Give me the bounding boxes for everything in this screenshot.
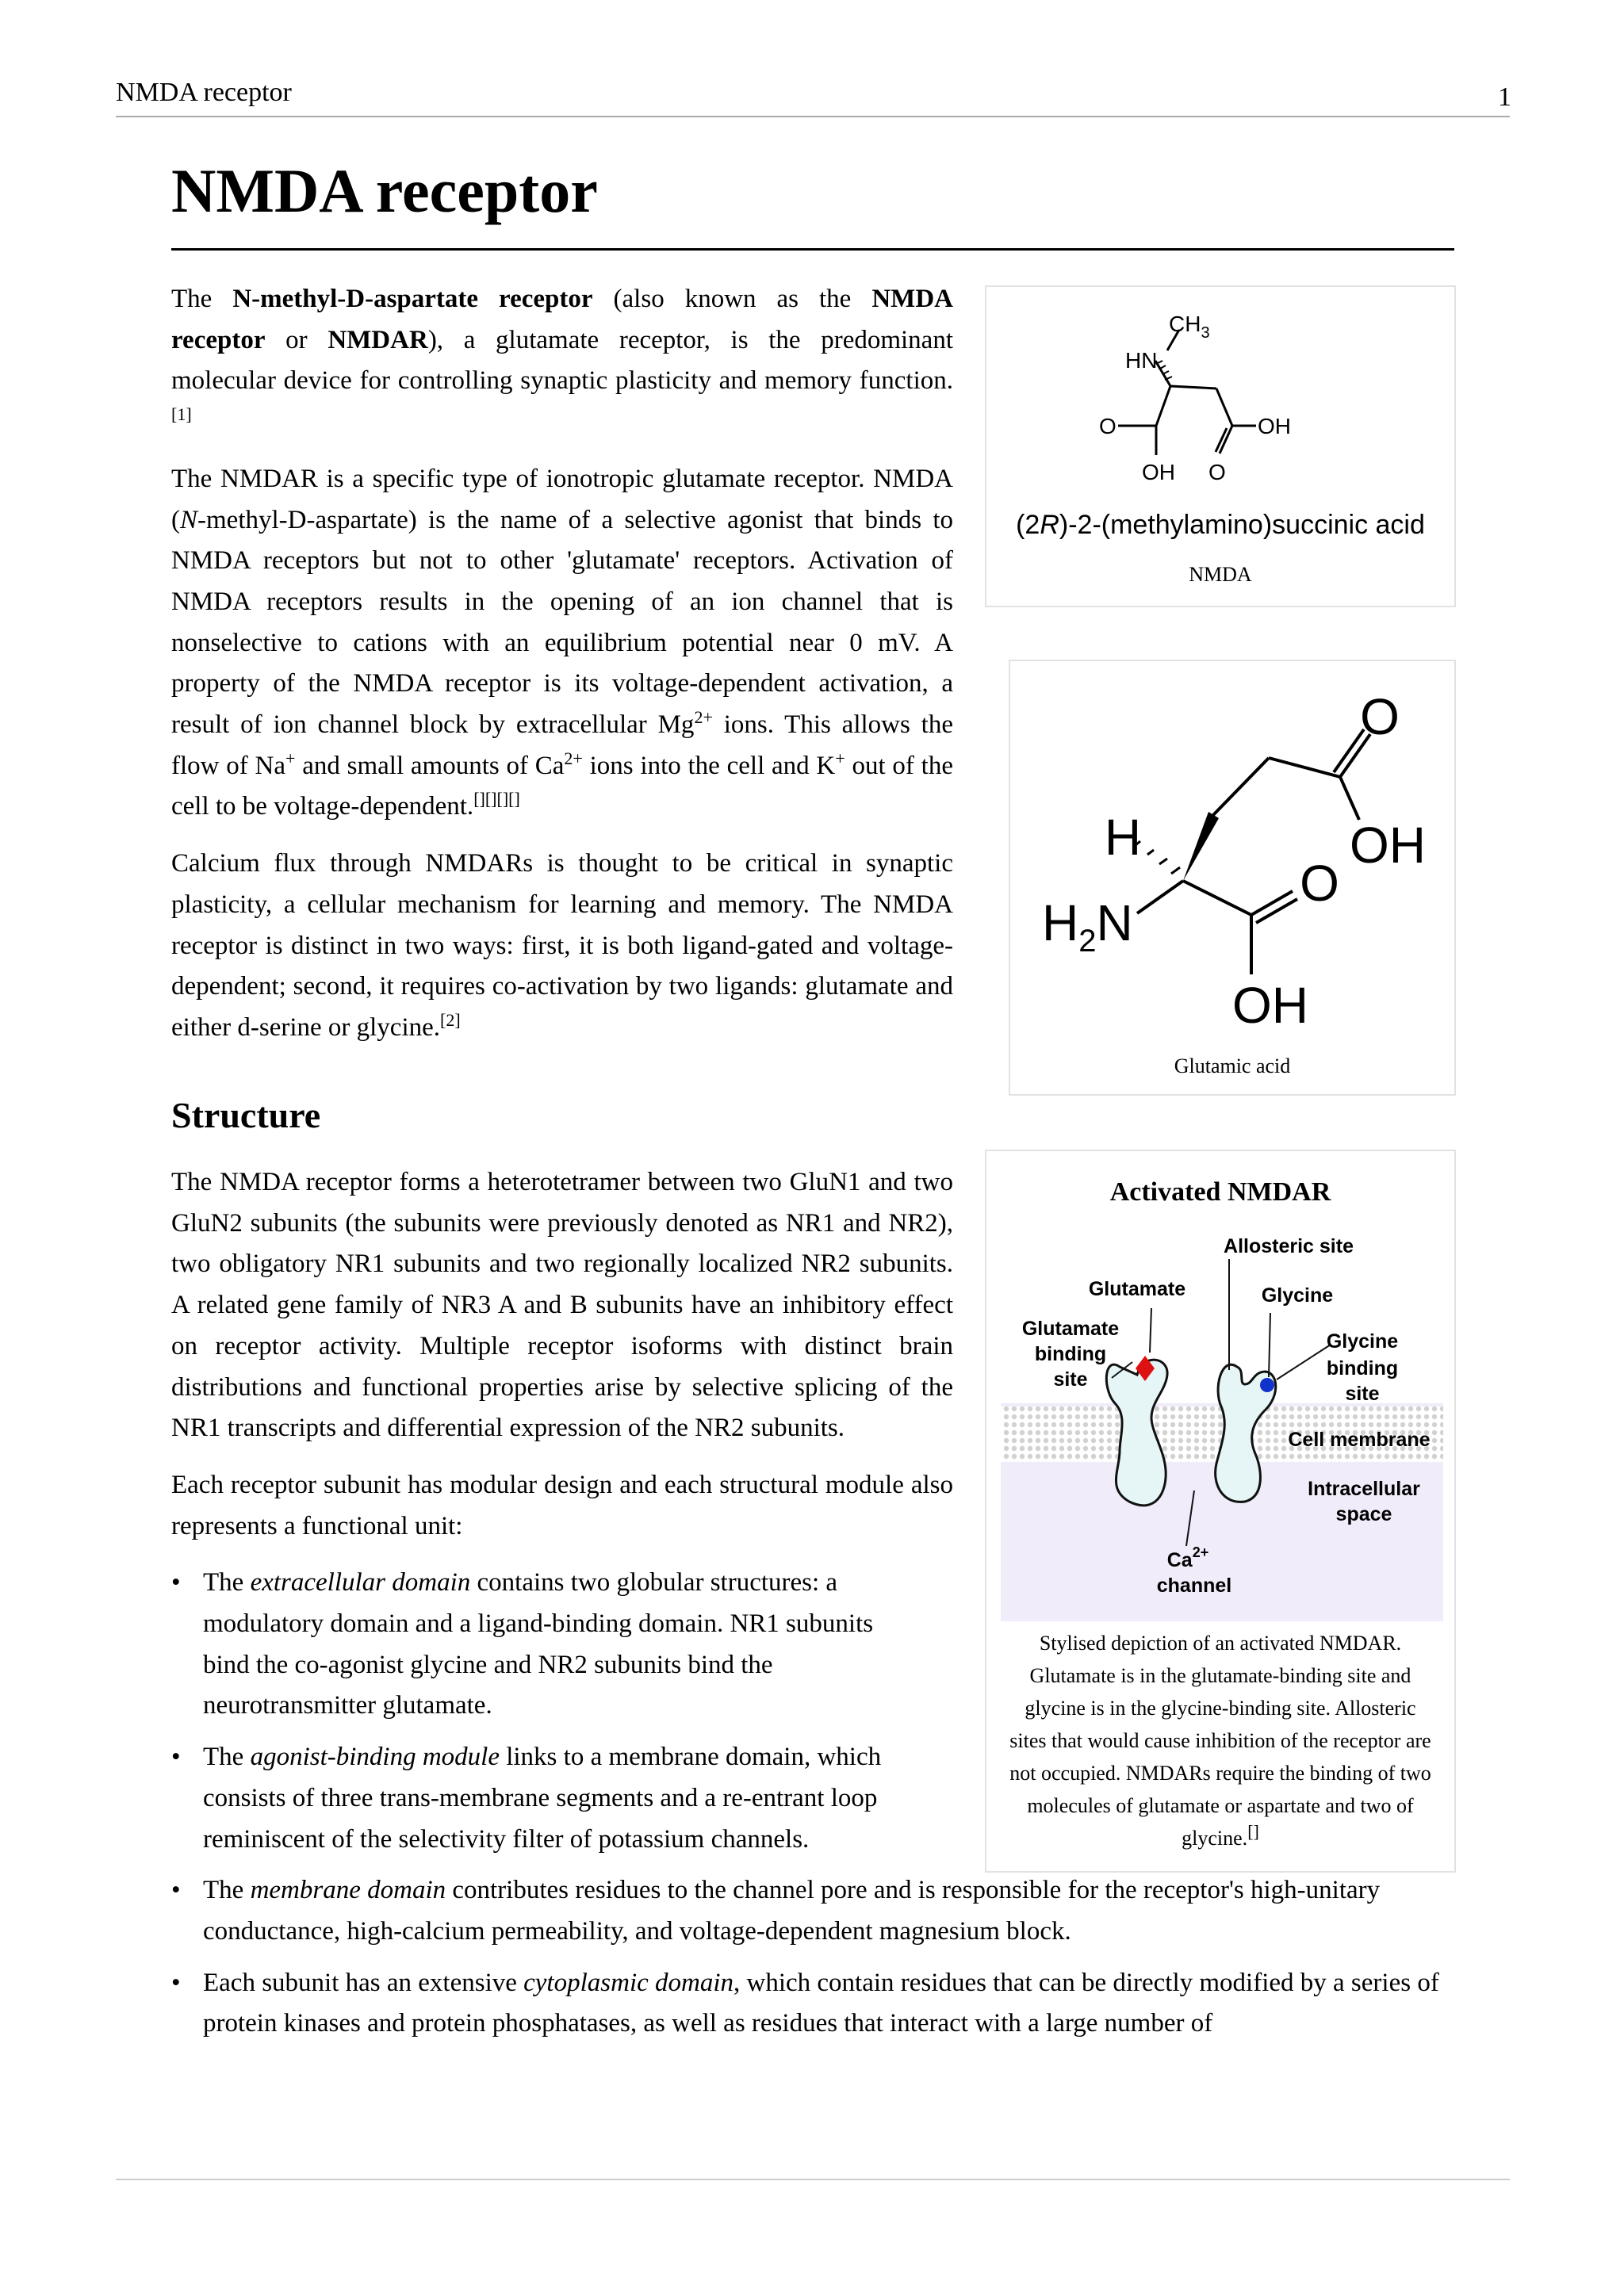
- nmda-iupac-name: (2R)-2-(methylamino)succinic acid: [1016, 510, 1425, 540]
- intro-paragraph-2: The NMDAR is a specific type of ionotropic glutamate receptor. NMDA (N-methyl-D-aspartate) is the name of a selective agonist that binds to NMDA receptors but not to other 'glutamate' receptors. Activation of NMDA receptors results in the opening of an ion channel that is nonselective to cations with an equilibrium potential near 0 mV. A property of the NMDA receptor is its voltage-dependent activation, a result of ion channel block by extracellular $Mg^{2+}$ ions. This allows the flow of Na+ and small amounts of $Ca^{2+}$ ions into the cell and K+ out of the cell to be voltage-dependent.[][][][]: [171, 464, 953, 821]
- atom-oh-right: OH: [1350, 817, 1426, 874]
- section-heading-structure: Structure: [171, 1095, 321, 1135]
- intracellular-space-label-2: space: [1335, 1503, 1392, 1525]
- citation-group[interactable]: [][][][]: [473, 789, 520, 809]
- list-item: • The extracellular domain contains two globular structures: a modulatory domain and a ligand-binding domain. NR1 subunits bind the co-agonist glycine and NR2 subunits bind the neurotransmitter glutamate.: [171, 1563, 921, 1727]
- glycine-binding-site-label-3: site: [1345, 1383, 1380, 1405]
- bullet-marker: •: [171, 1876, 181, 1905]
- citation-2[interactable]: [2]: [440, 1009, 461, 1030]
- list-item: • The membrane domain contributes residues to the channel pore and is responsible for the receptor's high-unitary conductance, high-calcium permeability, and voltage-dependent magnesium block.: [171, 1870, 1488, 1952]
- intro-paragraph-3: Calcium flux through NMDARs is thought to be critical in synaptic plasticity, a cellular mechanism for learning and memory. The NMDA receptor is distinct in two ways: first, it is both ligand-gated and voltage-dependent; second, it requires co-activation by two ligands: glutamate and either d-serine or glycine.[2]: [171, 849, 953, 1042]
- allosteric-site-label: Allosteric site: [1224, 1235, 1354, 1257]
- figure-caption-nmda: NMDA: [1189, 563, 1252, 586]
- intro-paragraph-1: The N-methyl-D-aspartate receptor (also known as the NMDA receptor or NMDAR), a glutamate receptor, is the predominant molecular device for controlling synaptic plasticity and memory function.[1]: [171, 285, 953, 425]
- glutamic-acid-structure-image: [1010, 661, 1454, 1094]
- figure-caption-glutamic-acid: Glutamic acid: [1174, 1054, 1291, 1077]
- atom-o-mid: O: [1300, 855, 1339, 912]
- figure-nmda: [985, 285, 1456, 607]
- bullet-marker: •: [171, 1968, 181, 1997]
- page-number: 1: [1498, 82, 1511, 112]
- footer-divider: [116, 2179, 1510, 2180]
- atom-h2n: $H_2N$: [1042, 894, 1133, 959]
- nmdar-title: Activated NMDAR: [1109, 1177, 1331, 1207]
- running-header-title: NMDA receptor: [116, 78, 292, 107]
- atom-oh-right: OH: [1258, 414, 1291, 438]
- glycine-binding-site-label-1: Glycine: [1326, 1330, 1399, 1353]
- atom-ch3: $CH_3$: [1169, 312, 1210, 342]
- citation-1[interactable]: [1]: [171, 404, 192, 425]
- glutamate-binding-site-label-2: binding: [1034, 1343, 1107, 1365]
- structure-paragraph-1: The NMDA receptor forms a heterotetramer between two GluN1 and two GluN2 subunits (the subunits were previously denoted as NR1 and NR2), two obligatory NR1 subunits and two regionally localized NR2 subunits. A related gene family of NR3 A and B subunits have an inhibitory effect on receptor activity. Multiple receptor isoforms with distinct brain distributions and functional properties arise by selective splicing of the NR1 transcripts and differential expression of the NR2 subunits.: [171, 1168, 953, 1443]
- title-divider: [171, 248, 1454, 251]
- glycine-molecule: [1260, 1378, 1274, 1392]
- term-nmda-receptor: NMDA receptor: [171, 285, 953, 354]
- term-nmdar: NMDAR: [327, 325, 428, 354]
- atom-o-bottom: O: [1208, 460, 1226, 484]
- term-nmda-full: N-methyl-D-aspartate receptor: [232, 285, 593, 313]
- atom-o-top: O: [1360, 688, 1400, 745]
- bullet-marker: •: [171, 1568, 181, 1598]
- list-item: • The agonist-binding module links to a membrane domain, which consists of three trans-membrane segments and a re-entrant loop reminiscent of the selectivity filter of potassium channels.: [171, 1737, 921, 1860]
- bullet-marker: •: [171, 1743, 181, 1772]
- atom-h: H: [1104, 809, 1142, 866]
- figure-activated-nmdar: [985, 1150, 1456, 1873]
- glutamate-binding-site-label-1: Glutamate: [1021, 1318, 1120, 1340]
- figure-caption-nmdar: Stylised depiction of an activated NMDAR. Glutamate is in the glutamate-binding site and glycine is in the glycine-binding site. Allosteric sites that would cause inhibition of the receptor are not occupied. NMDARs require the binding of two molecules of glutamate or aspartate and two of glycine.[]: [1009, 1632, 1431, 1850]
- atom-oh-bottom: OH: [1142, 460, 1175, 484]
- header-divider: [116, 116, 1510, 117]
- nmdar-diagram: [986, 1151, 1454, 1624]
- structure-paragraph-2: Each receptor subunit has modular design and each structural module also represents a functional unit:: [171, 1470, 953, 1540]
- figure-glutamic-acid: [1009, 660, 1456, 1096]
- atom-o-left: O: [1099, 414, 1116, 438]
- intro-section: [171, 279, 953, 1065]
- atom-oh-bottom: OH: [1232, 977, 1308, 1034]
- glycine-binding-site-label-2: binding: [1326, 1357, 1399, 1380]
- ca-channel-label-2: channel: [1156, 1575, 1232, 1597]
- atom-hn: HN: [1125, 348, 1158, 373]
- ca-channel-label-1: $Ca^{2+}$: [1166, 1544, 1209, 1571]
- glycine-label: Glycine: [1261, 1284, 1334, 1307]
- glutamate-label: Glutamate: [1088, 1278, 1186, 1300]
- intracellular-space-label-1: Intracellular: [1308, 1478, 1420, 1500]
- cell-membrane-label: Cell membrane: [1288, 1429, 1431, 1451]
- citation-figure[interactable]: []: [1247, 1821, 1259, 1842]
- article-title: NMDA receptor: [171, 156, 598, 225]
- glutamate-binding-site-label-3: site: [1053, 1368, 1088, 1391]
- list-item: • Each subunit has an extensive cytoplasmic domain, which contain residues that can be directly modified by a series of protein kinases and protein phosphatases, as well as residues that interact with a large number of: [171, 1963, 1488, 2045]
